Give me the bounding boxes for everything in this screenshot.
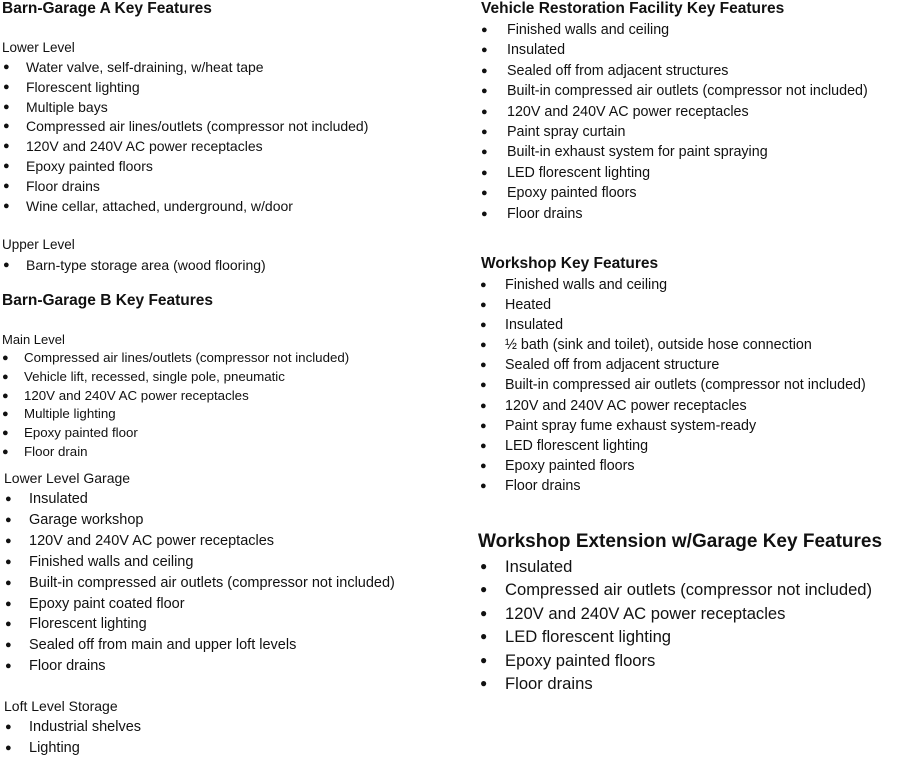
bullet-icon: ● — [481, 24, 488, 36]
barn-a-lower-level-list — [0, 58, 368, 216]
list-item — [475, 204, 868, 224]
list-item — [475, 476, 866, 496]
bullet-icon: ● — [5, 639, 12, 652]
list-item-text: Insulated — [505, 557, 573, 576]
list-item — [0, 552, 395, 573]
bullet-icon: ● — [480, 629, 488, 644]
workshop-list — [475, 275, 866, 496]
list-item — [0, 117, 368, 137]
list-item — [0, 573, 395, 594]
list-item-text: 120V and 240V AC power receptacles — [24, 387, 249, 403]
bullet-icon: ● — [2, 370, 9, 383]
list-item — [0, 137, 368, 157]
bullet-icon: ● — [3, 100, 10, 113]
list-item — [475, 672, 872, 695]
list-item — [475, 436, 866, 456]
bullet-icon: ● — [480, 479, 487, 492]
list-item — [475, 315, 866, 335]
bullet-icon: ● — [481, 44, 488, 57]
bullet-icon: ● — [480, 459, 487, 472]
bullet-icon: ● — [480, 359, 487, 372]
bullet-icon: ● — [5, 576, 12, 589]
list-item-text: Paint spray curtain — [507, 124, 626, 141]
list-item-text: Epoxy painted floors — [507, 185, 637, 202]
barn-b-lower-level-garage-list — [0, 489, 395, 677]
bullet-icon: ● — [5, 534, 12, 547]
list-item-text: Industrial shelves — [29, 719, 142, 735]
list-item-text: LED florescent lighting — [505, 437, 649, 454]
list-item — [475, 416, 866, 436]
bullet-icon: ● — [480, 652, 488, 667]
list-item-text: Epoxy paint coated floor — [29, 595, 185, 612]
bullet-icon: ● — [3, 61, 10, 73]
list-item-text: Built-in compressed air outlets (compressor not included) — [29, 574, 395, 591]
barn-b-lower-level-garage-label: Lower Level Garage — [4, 470, 131, 486]
bullet-icon: ● — [480, 339, 487, 352]
list-item-text: Epoxy painted floors — [505, 650, 656, 670]
list-item — [0, 405, 349, 424]
bullet-icon: ● — [480, 319, 487, 332]
bullet-icon: ● — [480, 399, 487, 412]
bullet-icon: ● — [2, 352, 9, 364]
bullet-icon: ● — [480, 559, 488, 573]
bullet-icon: ● — [481, 105, 488, 118]
barn-a-upper-level-label: Upper Level — [2, 237, 75, 252]
list-item — [0, 256, 266, 276]
list-item — [0, 197, 368, 217]
list-item — [0, 349, 349, 368]
barn-b-title: Barn-Garage B Key Features — [2, 292, 214, 309]
list-item-text: Lighting — [29, 739, 80, 756]
barn-b-main-level-label: Main Level — [2, 332, 65, 347]
bullet-icon: ● — [5, 618, 12, 631]
list-item — [0, 78, 368, 98]
list-item-text: Epoxy painted floors — [26, 157, 153, 174]
list-item-text: Vehicle lift, recessed, single pole, pneumatic — [24, 368, 285, 384]
list-item-text: Finished walls and ceiling — [507, 22, 670, 38]
bullet-icon: ● — [3, 159, 10, 172]
list-item-text: Insulated — [507, 42, 566, 59]
list-item-text: Barn-type storage area (wood flooring) — [26, 257, 266, 273]
list-item-text: Compressed air lines/outlets (compressor not included) — [26, 118, 369, 135]
vehicle-restoration-title: Vehicle Restoration Facility Key Features — [481, 0, 785, 17]
list-item — [475, 456, 866, 476]
bullet-icon: ● — [5, 721, 12, 733]
list-item-text: LED florescent lighting — [505, 627, 672, 647]
list-item-text: Water valve, self-draining, w/heat tape — [26, 59, 264, 75]
list-item-text: Finished walls and ceiling — [29, 553, 194, 570]
list-item — [475, 375, 866, 395]
workshop-title: Workshop Key Features — [481, 255, 659, 272]
barn-b-loft-level-storage-label: Loft Level Storage — [4, 698, 118, 714]
bullet-icon: ● — [5, 597, 12, 610]
bullet-icon: ● — [3, 80, 10, 93]
list-item — [0, 717, 141, 738]
list-item-text: Floor drain — [24, 443, 88, 459]
bullet-icon: ● — [480, 582, 488, 597]
bullet-icon: ● — [480, 279, 487, 291]
list-item-text: Heated — [505, 297, 552, 314]
list-item — [0, 157, 368, 177]
bullet-icon: ● — [481, 166, 488, 179]
bullet-icon: ● — [481, 126, 488, 139]
list-item — [475, 20, 868, 40]
bullet-icon: ● — [2, 427, 9, 440]
bullet-icon: ● — [3, 120, 10, 133]
list-item — [0, 656, 395, 677]
list-item-text: Florescent lighting — [26, 78, 140, 95]
list-item-text: Floor drains — [507, 205, 583, 222]
list-item — [0, 594, 395, 615]
list-item-text: Floor drains — [505, 674, 593, 694]
list-item — [475, 40, 868, 60]
bullet-icon: ● — [480, 379, 487, 392]
list-item — [0, 98, 368, 118]
bullet-icon: ● — [5, 493, 12, 505]
list-item — [475, 122, 868, 142]
bullet-icon: ● — [3, 140, 10, 153]
list-item — [0, 443, 349, 462]
workshop-extension-title: Workshop Extension w/Garage Key Features — [478, 531, 883, 552]
list-item-text: 120V and 240V AC power receptacles — [29, 532, 275, 549]
barn-b-main-level-list — [0, 349, 349, 462]
bullet-icon: ● — [481, 85, 488, 98]
list-item — [0, 635, 395, 656]
list-item — [0, 510, 395, 531]
list-item-text: Floor drains — [26, 177, 100, 194]
list-item-text: Epoxy painted floor — [24, 425, 138, 441]
list-item-text: Built-in compressed air outlets (compressor not included) — [507, 83, 868, 100]
bullet-icon: ● — [481, 146, 488, 159]
list-item-text: 120V and 240V AC power receptacles — [505, 603, 786, 623]
bullet-icon: ● — [480, 439, 487, 452]
bullet-icon: ● — [480, 676, 488, 691]
list-item-text: Epoxy painted floors — [505, 457, 635, 474]
list-item — [475, 335, 866, 355]
bullet-icon: ● — [480, 419, 487, 432]
list-item — [0, 424, 349, 443]
barn-a-lower-level-label: Lower Level — [2, 40, 75, 55]
barn-b-loft-level-storage-list — [0, 717, 141, 759]
bullet-icon: ● — [2, 445, 9, 458]
bullet-icon: ● — [480, 299, 487, 312]
list-item — [475, 163, 868, 183]
list-item — [475, 649, 872, 672]
list-item-text: Sealed off from adjacent structures — [507, 62, 729, 79]
list-item — [475, 81, 868, 101]
barn-a-upper-level-list — [0, 256, 266, 276]
list-item-text: Built-in exhaust system for paint spraying — [507, 144, 768, 161]
list-item — [475, 578, 872, 601]
list-item — [0, 177, 368, 197]
list-item — [0, 368, 349, 387]
bullet-icon: ● — [481, 207, 488, 220]
bullet-icon: ● — [3, 259, 10, 271]
list-item — [0, 489, 395, 510]
list-item-text: Compressed air outlets (compressor not included) — [505, 580, 873, 600]
list-item-text: Multiple bays — [26, 98, 108, 115]
bullet-icon: ● — [5, 741, 12, 754]
list-item-text: Sealed off from adjacent structure — [505, 357, 720, 374]
list-item-text: Floor drains — [29, 658, 106, 675]
list-item — [0, 738, 141, 759]
list-item-text: Sealed off from main and upper loft levels — [29, 637, 297, 654]
list-item-text: LED florescent lighting — [507, 164, 651, 181]
bullet-icon: ● — [481, 187, 488, 200]
list-item-text: Insulated — [29, 491, 88, 507]
list-item — [475, 625, 872, 648]
list-item — [475, 602, 872, 625]
list-item — [475, 142, 868, 162]
bullet-icon: ● — [5, 555, 12, 568]
list-item-text: 120V and 240V AC power receptacles — [26, 138, 263, 155]
list-item — [0, 387, 349, 406]
list-item — [475, 275, 866, 295]
vehicle-restoration-list — [475, 20, 868, 224]
workshop-extension-list — [475, 555, 872, 695]
bullet-icon: ● — [5, 660, 12, 673]
list-item-text: Florescent lighting — [29, 616, 147, 633]
list-item-text: Garage workshop — [29, 511, 144, 528]
list-item-text: Wine cellar, attached, underground, w/door — [26, 197, 293, 214]
list-item — [475, 555, 872, 578]
bullet-icon: ● — [481, 64, 488, 77]
bullet-icon: ● — [480, 605, 488, 620]
list-item-text: ½ bath (sink and toilet), outside hose connection — [505, 337, 812, 354]
list-item — [0, 614, 395, 635]
list-item — [475, 396, 866, 416]
bullet-icon: ● — [3, 179, 10, 192]
bullet-icon: ● — [2, 408, 9, 421]
list-item — [475, 355, 866, 375]
barn-a-title: Barn-Garage A Key Features — [2, 0, 212, 17]
bullet-icon: ● — [3, 199, 10, 212]
list-item — [475, 61, 868, 81]
list-item-text: 120V and 240V AC power receptacles — [505, 397, 747, 414]
list-item-text: Built-in compressed air outlets (compressor not included) — [505, 377, 866, 394]
list-item — [475, 183, 868, 203]
list-item — [475, 102, 868, 122]
list-item-text: 120V and 240V AC power receptacles — [507, 103, 749, 120]
list-item-text: Insulated — [505, 317, 564, 334]
list-item-text: Finished walls and ceiling — [505, 277, 668, 293]
list-item — [0, 531, 395, 552]
list-item-text: Paint spray fume exhaust system-ready — [505, 417, 757, 434]
list-item-text: Compressed air lines/outlets (compressor not included) — [24, 350, 350, 365]
bullet-icon: ● — [5, 513, 12, 526]
list-item — [475, 295, 866, 315]
bullet-icon: ● — [2, 389, 9, 402]
list-item — [0, 58, 368, 78]
list-item-text: Multiple lighting — [24, 406, 116, 422]
list-item-text: Floor drains — [505, 477, 581, 494]
